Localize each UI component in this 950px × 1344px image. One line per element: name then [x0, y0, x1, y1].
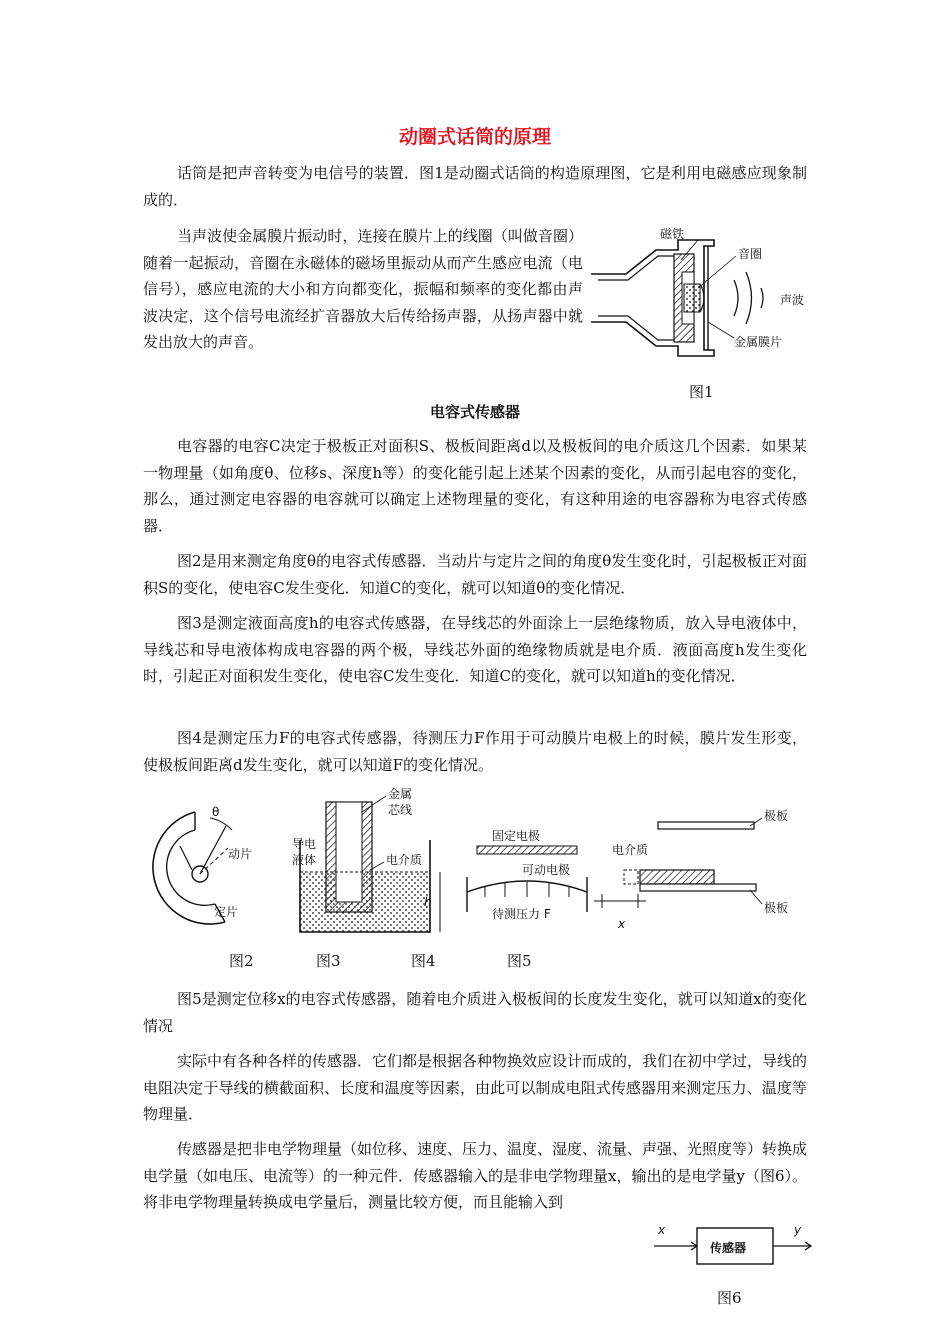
fig5-label-plate-bottom: 极板: [764, 901, 789, 915]
paragraph-capacitance: 电容器的电容C决定于极板正对面积S、极板间距离d以及极板间的电介质这几个因素．如果某一物理量（如角度θ、位移s、深度h等）的变化能引起上述某个因素的变化，从而引起电容的变化，那么，通过测定电容器的电容就可以确定上述物理量的变化，有这种用途的电容器称为电容式传感器．: [143, 437, 807, 535]
figures-2-to-5: [140, 782, 820, 942]
figure-5-displacement-sensor: [594, 808, 788, 931]
fig6-label-output: y: [794, 1223, 802, 1237]
paragraph-sensor-definition: 传感器是把非电学物理量（如位移、速度、压力、温度、湿度、流量、声强、光照度等）转换成电学量（如电压、电流等）的一种元件．传感器输入的是非电学物理量x，输出的是电学量y（图6）。将非电学物理量转换成电学量后，测量比较方便，而且能输入到: [143, 1140, 808, 1211]
fig2-label-theta: θ: [212, 805, 220, 819]
figure-5-caption: 图5: [507, 952, 532, 970]
fig4-label-movable: 可动电极: [522, 863, 571, 877]
paragraph-fig5: 图5是测定位移x的电容式传感器，随着电介质进入极板间的长度发生变化，就可以知道x的变化情况: [143, 990, 807, 1035]
figure-6-caption: 图6: [717, 1289, 742, 1307]
figure-2-caption: 图2: [229, 952, 254, 970]
fig3-label-liquid2: 液体: [292, 853, 317, 867]
fig1-label-magnet: 磁铁: [660, 227, 685, 241]
figure-3-caption: 图3: [316, 952, 341, 970]
fig5-label-dielectric: 电介质: [612, 843, 649, 857]
fig6-label-input: x: [658, 1223, 666, 1237]
paragraph-fig3: 图3是测定液面高度h的电容式传感器，在导线芯的外面涂上一层绝缘物质，放入导电液体中，导线芯和导电液体构成电容器的两个极，导线芯外面的绝缘物质就是电介质．液面高度h发生变化时，引起正对面积发生变化，使电容C发生变化．知道C的变化，就可以知道h的变化情况．: [143, 614, 807, 685]
figure-6-sensor-block: [648, 1216, 818, 1274]
fig3-label-liquid1: 导电: [292, 837, 317, 851]
fig2-label-fixed: 定片: [214, 905, 239, 919]
figure-4-caption: 图4: [411, 952, 436, 970]
page-title: 动圈式话筒的原理: [398, 126, 551, 148]
paragraph-mic-principle: 当声波使金属膜片振动时，连接在膜片上的线圈（叫做音圈）随着一起振动，音圈在永磁体的磁场里振动从而产生感应电流（电信号），感应电流的大小和方向都变化，振幅和频率的变化都由声波决定，这个信号电流经扩音器放大后传给扬声器，从扬声器中就发出放大的声音。: [143, 227, 583, 351]
fig5-label-plate-top: 极板: [764, 809, 789, 823]
figure-4-pressure-sensor: [467, 828, 587, 921]
fig6-label-box: 传感器: [710, 1241, 747, 1255]
fig1-label-film: 金属膜片: [734, 335, 783, 349]
paragraph-intro: 话筒是把声音转变为电信号的装置．图1是动圈式话筒的构造原理图，它是利用电磁感应现象制成的．: [143, 164, 807, 209]
figure-3-level-sensor: [292, 786, 440, 932]
fig4-label-fixed: 固定电极: [492, 829, 541, 843]
fig5-label-x: x: [618, 917, 626, 931]
figure-2-angle-sensor: [153, 805, 252, 924]
fig1-label-coil: 音圈: [738, 247, 763, 261]
fig3-label-core2: 芯线: [388, 803, 413, 817]
fig4-label-pressure: 待测压力 F: [492, 907, 551, 921]
fig3-label-core1: 金属: [388, 787, 413, 801]
figure-1-caption: 图1: [689, 383, 714, 401]
figure-1-microphone: [586, 222, 826, 372]
paragraph-resistive: 实际中有各种各样的传感器．它们都是根据各种物换效应设计而成的，我们在初中学过，导线的电阻决定于导线的横截面积、长度和温度等因素，由此可以制成电阻式传感器用来测定压力、温度等物理量．: [143, 1052, 808, 1123]
paragraph-fig4: 图4是测定压力F的电容式传感器，待测压力F作用于可动膜片电极上的时候，膜片发生形变，使极板间距离d发生变化，就可以知道F的变化情况。: [143, 729, 807, 774]
fig3-label-h: h: [424, 895, 432, 909]
fig1-label-wave: 声波: [780, 293, 805, 307]
fig3-label-dielectric: 电介质: [386, 853, 423, 867]
section-heading-capacitive: 电容式传感器: [429, 403, 520, 421]
fig2-label-moving: 动片: [228, 847, 253, 861]
paragraph-fig2: 图2是用来测定角度θ的电容式传感器．当动片与定片之间的角度θ发生变化时，引起极板正对面积S的变化，使电容C发生变化．知道C的变化，就可以知道θ的变化情况．: [143, 552, 807, 597]
